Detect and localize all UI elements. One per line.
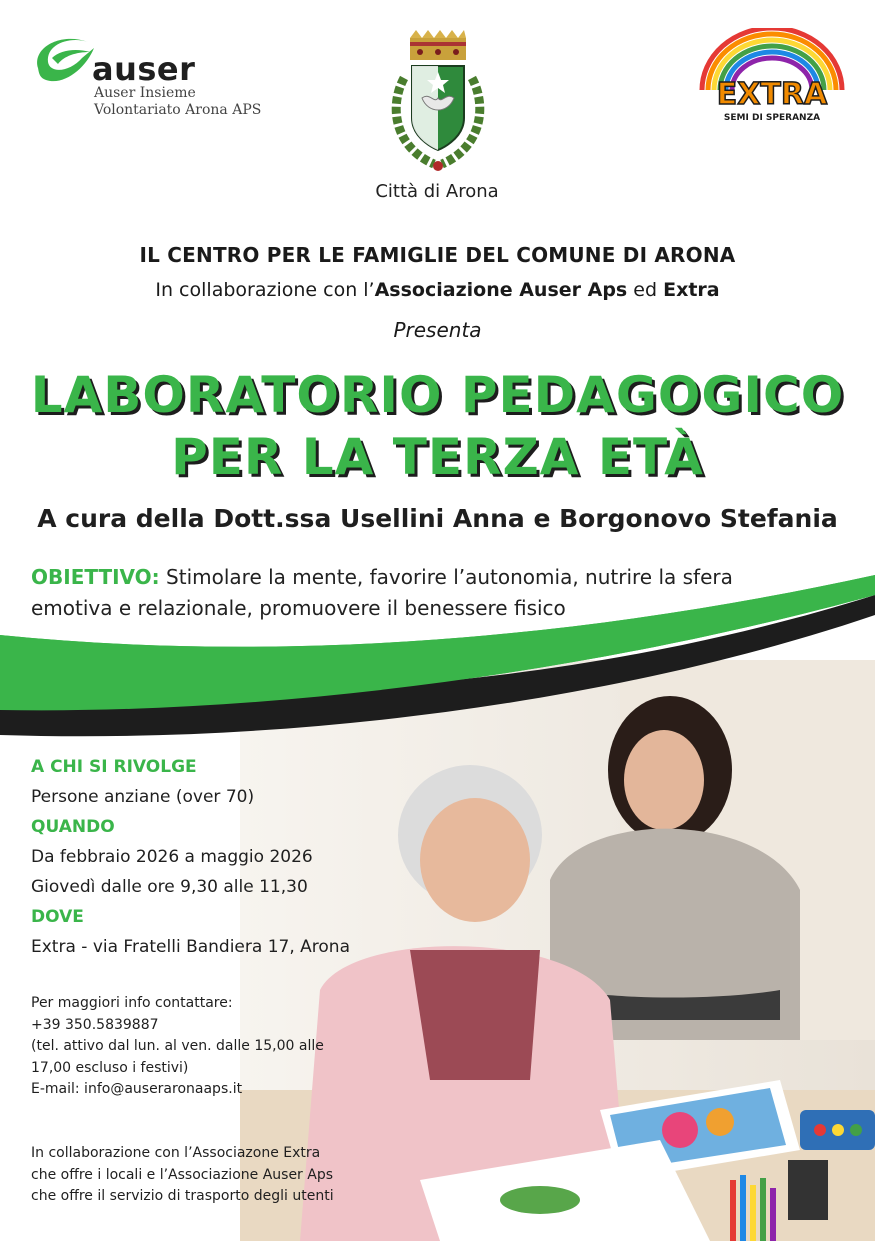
when-label: QUANDO xyxy=(31,817,115,837)
objective-text-line2: emotiva e relazionale, promuovere il benessere fisico xyxy=(31,596,566,620)
objective-text-line1: Stimolare la mente, favorire l’autonomia, nutrire la sfera xyxy=(159,565,733,589)
curators: A cura della Dott.ssa Usellini Anna e Borgonovo Stefania xyxy=(37,504,838,533)
auser-swoosh-icon xyxy=(30,28,100,88)
collab-prefix: In collaborazione con l’ xyxy=(155,279,375,301)
main-title-line2: PER LA TERZA ETÀ xyxy=(171,428,704,486)
collaboration-line xyxy=(0,279,875,301)
collab-extra: Extra xyxy=(663,279,720,301)
arona-crest-icon xyxy=(382,28,494,178)
footnote-block xyxy=(31,1143,391,1208)
city-caption: Città di Arona xyxy=(375,181,499,202)
contact-email[interactable]: E-mail: info@auseraronaaps.it xyxy=(31,1081,243,1097)
target-label: A CHI SI RIVOLGE xyxy=(31,757,197,777)
contact-block xyxy=(31,993,361,1101)
extra-logo xyxy=(694,28,850,124)
auser-logo xyxy=(30,28,290,128)
when-time: Giovedì dalle ore 9,30 alle 11,30 xyxy=(31,877,308,897)
collab-association: Associazione Auser Aps xyxy=(374,279,628,301)
extra-wordmark: EXTRA xyxy=(716,77,828,112)
contact-phone[interactable]: +39 350.5839887 xyxy=(31,1016,159,1033)
footnote-line2: che offre i locali e l’Associazione Auser Aps xyxy=(31,1166,334,1183)
decorative-swoosh xyxy=(0,575,875,1241)
contact-hours-line1: (tel. attivo dal lun. al ven. dalle 15,00 alle xyxy=(31,1038,324,1054)
presenta-label: Presenta xyxy=(393,318,482,342)
where-value: Extra - via Fratelli Bandiera 17, Arona xyxy=(31,937,350,957)
centro-heading: IL CENTRO PER LE FAMIGLIE DEL COMUNE DI ARONA xyxy=(139,243,736,267)
footnote-line1: In collaborazione con l’Associazone Extra xyxy=(31,1145,321,1161)
target-value: Persone anziane (over 70) xyxy=(31,787,255,807)
footnote-line3: che offre il servizio di trasporto degli utenti xyxy=(31,1188,334,1204)
contact-hours-line2: 17,00 escluso i festivi) xyxy=(31,1059,189,1076)
collab-mid: ed xyxy=(627,279,664,301)
auser-subtitle-line1: Auser Insieme xyxy=(94,85,196,101)
auser-wordmark: auser xyxy=(92,50,196,88)
objective-label: OBIETTIVO: xyxy=(31,565,160,589)
contact-intro: Per maggiori info contattare: xyxy=(31,995,233,1011)
auser-subtitle xyxy=(94,85,261,119)
extra-tagline: SEMI DI SPERANZA xyxy=(723,113,821,123)
main-title-line1: LABORATORIO PEDAGOGICO xyxy=(30,366,845,424)
where-label: DOVE xyxy=(31,907,84,927)
when-dates: Da febbraio 2026 a maggio 2026 xyxy=(31,847,313,867)
auser-subtitle-line2: Volontariato Arona APS xyxy=(94,102,262,118)
